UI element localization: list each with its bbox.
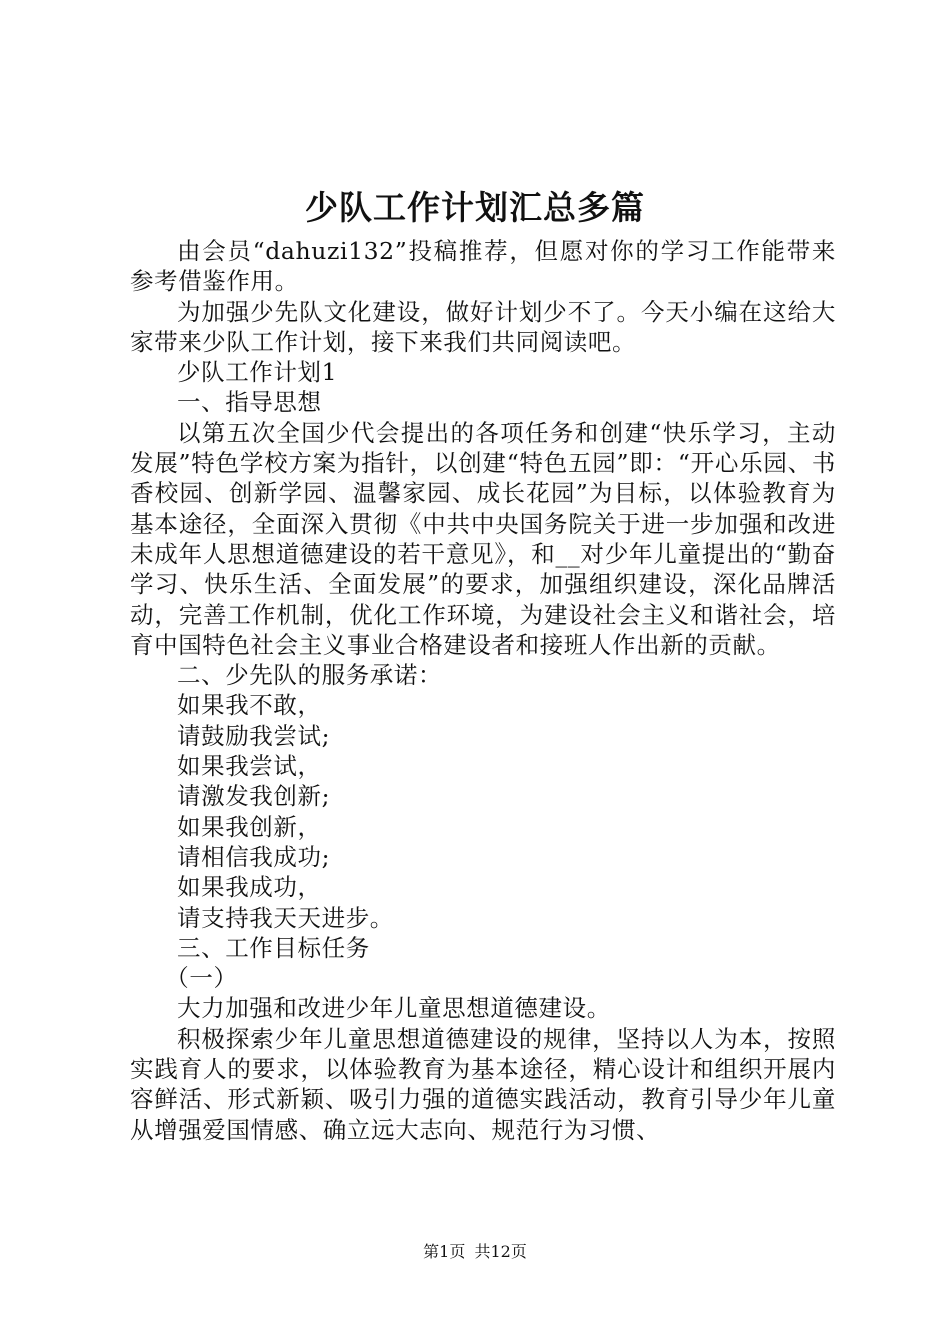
paragraph-guiding-ideology: 以第五次全国少代会提出的各项任务和创建“快乐学习，主动发展”特色学校方案为指针，以创建“特色五园”即：“开心乐园、书香校园、创新学园、温馨家园、成长花园”为目标，以体验教育为基本途径，全面深入贯彻《中共中央国务院关于进一步加强和改进未成年人思想道德建设的若干意见》，和__对少年儿童提出的“勤奋学习、快乐生活、全面发展”的要求，加强组织建设，深化品牌活动，完善工作机制，优化工作环境，为建设社会主义和谐社会，培育中国特色社会主义事业合格建设者和接班人作出新的贡献。 xyxy=(130,418,836,659)
page-number: 第1页 xyxy=(423,1242,466,1261)
pledge-line: 请激发我创新; xyxy=(177,782,331,811)
pledge-line: 如果我成功， xyxy=(177,873,322,902)
paragraph-moral-construction: 积极探索少年儿童思想道德建设的规律，坚持以人为本，按照实践育人的要求，以体验教育为基本途径，精心设计和组织开展内容鲜活、形式新颖、吸引力强的道德实践活动，教育引导少年儿童从增强爱国情感、确立远大志向、规范行为习惯、 xyxy=(130,1024,836,1144)
pledge-line: 请鼓励我尝试; xyxy=(177,721,331,750)
section-heading-goals: 三、工作目标任务 xyxy=(177,933,370,962)
document-body xyxy=(130,236,836,1145)
subsection-number: （一） xyxy=(165,964,238,993)
section-heading-plan-1: 少队工作计划1 xyxy=(177,358,338,387)
page-total: 共12页 xyxy=(474,1242,527,1261)
document-title: 少队工作计划汇总多篇 xyxy=(305,188,645,227)
pledge-line: 如果我不敢， xyxy=(177,691,322,720)
pledge-line: 如果我尝试， xyxy=(177,752,322,781)
subsection-heading: 大力加强和改进少年儿童思想道德建设。 xyxy=(177,994,611,1023)
paragraph-preface: 为加强少先队文化建设，做好计划少不了。今天小编在这给大家带来少队工作计划，接下来我们共同阅读吧。 xyxy=(130,297,836,356)
section-heading-service-pledge: 二、少先队的服务承诺： xyxy=(177,661,443,690)
paragraph-intro: 由会员“dahuzi132”投稿推荐，但愿对你的学习工作能带来参考借鉴作用。 xyxy=(130,237,836,296)
page-footer xyxy=(0,1240,950,1264)
pledge-line: 请相信我成功; xyxy=(177,842,331,871)
pledge-line: 如果我创新， xyxy=(177,812,322,841)
pledge-line: 请支持我天天进步。 xyxy=(177,903,394,932)
section-heading-guiding-ideology: 一、指导思想 xyxy=(177,388,322,417)
